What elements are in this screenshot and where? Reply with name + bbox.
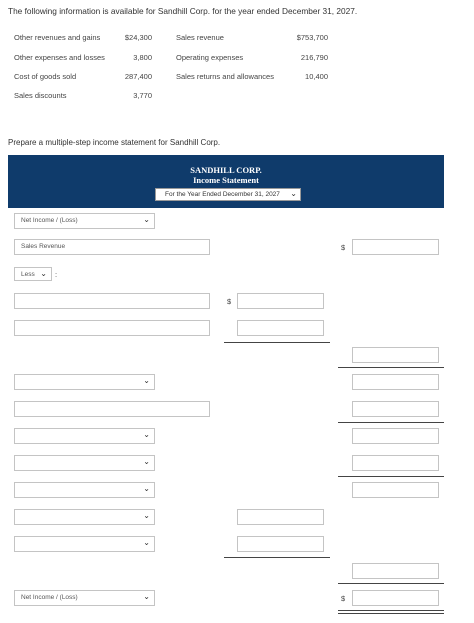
amount-input[interactable]: [352, 455, 439, 471]
amount-input[interactable]: [237, 509, 324, 525]
intro-text: The following information is available for Sandhill Corp. for the year ended December 31, 2027.: [8, 6, 358, 16]
amount-input[interactable]: [352, 482, 439, 498]
amount-input[interactable]: [352, 590, 439, 606]
info-value: $24,300: [124, 33, 152, 42]
period-select[interactable]: [155, 188, 301, 201]
amount-input[interactable]: [352, 401, 439, 417]
chevron-down-icon: ⌄: [40, 269, 47, 278]
dollar-sign: $: [341, 243, 346, 252]
dollar-sign: $: [341, 594, 346, 603]
underline: [224, 557, 330, 558]
underline: [224, 342, 330, 343]
account-field[interactable]: [14, 401, 210, 417]
dollar-sign: $: [227, 297, 232, 306]
info-value: 287,400: [124, 72, 152, 81]
net-income-select[interactable]: [14, 590, 155, 606]
sales-revenue-label: Sales Revenue: [21, 243, 66, 250]
account-field[interactable]: [14, 293, 210, 309]
colon: :: [55, 270, 58, 279]
underline: [338, 476, 444, 477]
row-select[interactable]: [14, 428, 155, 444]
underline: [338, 367, 444, 368]
info-label: Sales discounts: [14, 91, 67, 100]
company-name: SANDHILL CORP.: [190, 165, 262, 175]
amount-input[interactable]: [352, 347, 439, 363]
chevron-down-icon: ⌄: [143, 484, 150, 493]
chevron-down-icon: ⌄: [143, 457, 150, 466]
amount-input[interactable]: [237, 536, 324, 552]
amount-input[interactable]: [352, 239, 439, 255]
amount-input[interactable]: [352, 563, 439, 579]
chevron-down-icon: ⌄: [143, 430, 150, 439]
underline: [338, 422, 444, 423]
less-label: Less: [21, 271, 35, 278]
row-select-label: Net Income / (Loss): [21, 217, 78, 224]
row-select[interactable]: [14, 213, 155, 229]
statement-header: [8, 155, 444, 208]
sales-revenue-field[interactable]: [14, 239, 210, 255]
chevron-down-icon: ⌄: [290, 189, 297, 198]
amount-input[interactable]: [237, 293, 324, 309]
info-label: Sales revenue: [176, 33, 224, 42]
row-select[interactable]: [14, 509, 155, 525]
statement-title: Income Statement: [193, 175, 259, 185]
amount-input[interactable]: [237, 320, 324, 336]
row-select[interactable]: [14, 374, 155, 390]
period-label: For the Year Ended December 31, 2027: [165, 191, 280, 198]
info-value: $753,700: [296, 33, 328, 42]
info-value: 3,800: [133, 53, 152, 62]
underline: [338, 583, 444, 584]
chevron-down-icon: ⌄: [143, 538, 150, 547]
info-label: Other revenues and gains: [14, 33, 101, 42]
row-select[interactable]: [14, 536, 155, 552]
net-income-label: Net Income / (Loss): [21, 594, 78, 601]
account-field[interactable]: [14, 320, 210, 336]
instructions: Prepare a multiple-step income statement for Sandhill Corp.: [8, 138, 221, 147]
info-value: 10,400: [305, 72, 328, 81]
amount-input[interactable]: [352, 374, 439, 390]
chevron-down-icon: ⌄: [143, 215, 150, 224]
chevron-down-icon: ⌄: [143, 511, 150, 520]
less-select[interactable]: [14, 267, 52, 281]
row-select[interactable]: [14, 482, 155, 498]
info-label: Cost of goods sold: [14, 72, 77, 81]
row-select[interactable]: [14, 455, 155, 471]
info-value: 216,790: [300, 53, 328, 62]
double-underline: [338, 613, 444, 614]
double-underline: [338, 610, 444, 611]
info-label: Other expenses and losses: [14, 53, 105, 62]
chevron-down-icon: ⌄: [143, 592, 150, 601]
chevron-down-icon: ⌄: [143, 376, 150, 385]
info-label: Operating expenses: [176, 53, 244, 62]
amount-input[interactable]: [352, 428, 439, 444]
info-value: 3,770: [133, 91, 152, 100]
info-label: Sales returns and allowances: [176, 72, 274, 81]
